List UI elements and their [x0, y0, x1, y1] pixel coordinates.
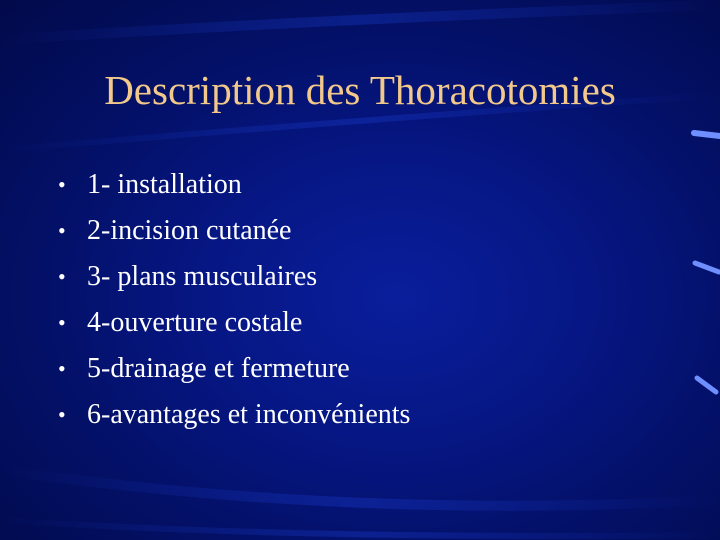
streak [0, 5, 720, 40]
bullet-list [58, 162, 410, 438]
bullet-icon: • [58, 310, 66, 335]
bullet-icon: • [58, 218, 66, 243]
streak [0, 470, 720, 506]
bullet-icon: • [58, 402, 66, 427]
streak [0, 520, 720, 536]
accent-mark [694, 133, 720, 136]
bullet-icon: • [58, 172, 66, 197]
bullet-text: 4-ouverture costale [87, 307, 303, 338]
bullet-icon: • [58, 264, 66, 289]
list-item [58, 254, 410, 300]
bullet-text: 3- plans musculaires [87, 261, 318, 292]
list-item [58, 208, 410, 254]
list-item [58, 300, 410, 346]
list-item [58, 392, 410, 438]
accent-mark [695, 263, 719, 272]
list-item [58, 162, 410, 208]
bullet-text: 1- installation [87, 169, 242, 200]
bullet-text: 2-incision cutanée [87, 215, 292, 246]
list-item [58, 346, 410, 392]
bullet-text: 5-drainage et fermeture [87, 353, 350, 384]
accent-mark [697, 378, 716, 392]
slide-title: Description des Thoracotomies [104, 67, 616, 113]
bullet-text: 6-avantages et inconvénients [87, 399, 411, 430]
bullet-icon: • [58, 356, 66, 381]
